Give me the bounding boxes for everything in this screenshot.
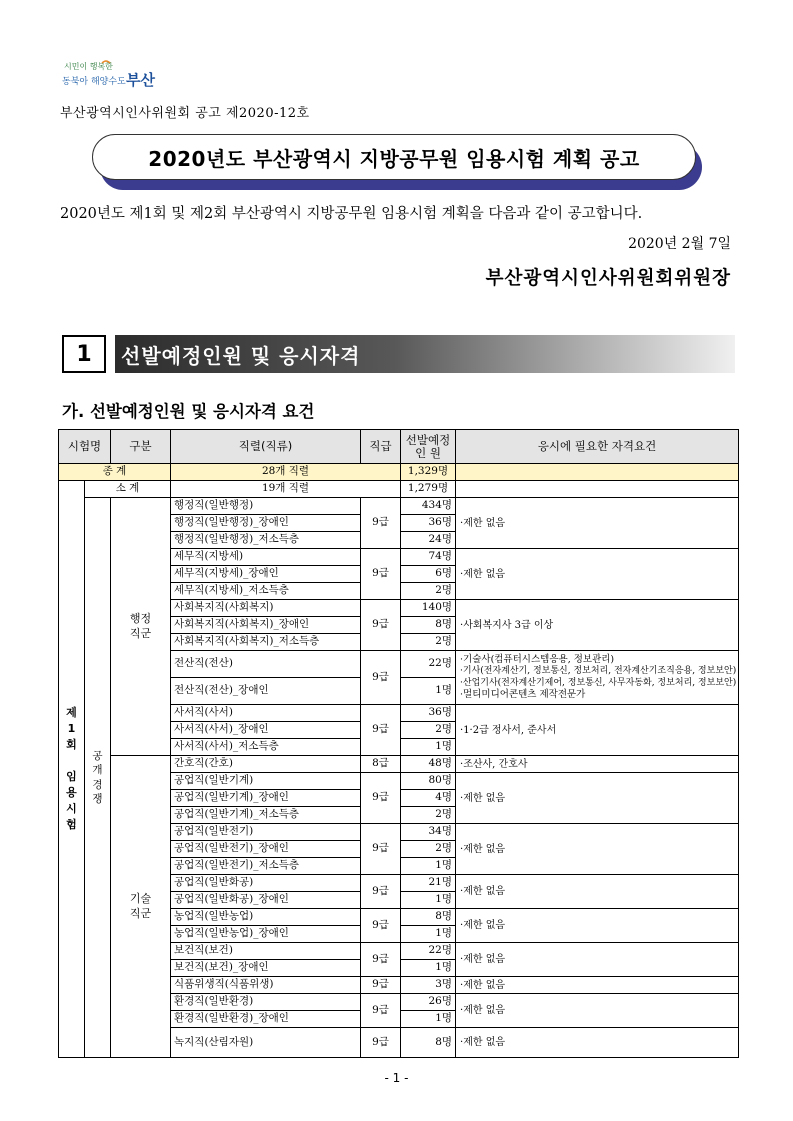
count-cell: 21명 (401, 875, 456, 892)
tech-group-label: 기술 직군 (111, 756, 171, 1058)
header-count-l2: 인 원 (415, 445, 441, 460)
subtotal-label: 소 계 (85, 481, 171, 498)
job-cell: 공업직(일반전기)_저소득층 (171, 858, 361, 875)
job-cell: 환경직(일반환경)_장애인 (171, 1011, 361, 1028)
count-cell: 1명 (401, 926, 456, 943)
header-exam: 시험명 (59, 430, 111, 464)
job-cell: 식품위생직(식품위생) (171, 977, 361, 994)
req-it-1: ·기술사(컴퓨터시스템응용, 정보관리) (460, 654, 615, 666)
count-cell: 1명 (401, 858, 456, 875)
count-cell: 1명 (401, 739, 456, 756)
grade-cell: 9급 (361, 875, 401, 909)
count-cell: 48명 (401, 756, 456, 773)
header-count (401, 430, 456, 464)
grade-cell: 9급 (361, 705, 401, 756)
grade-cell: 9급 (361, 498, 401, 549)
count-cell: 34명 (401, 824, 456, 841)
job-cell: 공업직(일반기계)_저소득층 (171, 807, 361, 824)
subtotal-row (59, 481, 739, 498)
subtotal-job: 19개 직렬 (171, 481, 401, 498)
exam-label: 제 1 회 임 용 시 험 (59, 481, 85, 1058)
intro-text: 2020년도 제1회 및 제2회 부산광역시 지방공무원 임용시험 계획을 다음과 같이 공고합니다. (60, 206, 643, 222)
signer: 부산광역시인사위원회위원장 (485, 268, 731, 289)
table-row (59, 756, 739, 773)
job-cell: 보건직(보건)_장애인 (171, 960, 361, 977)
grade-cell: 9급 (361, 1028, 401, 1058)
page-title: 2020년도 부산광역시 지방공무원 임용시험 계획 공고 (92, 134, 696, 180)
total-req (456, 464, 739, 481)
count-cell: 26명 (401, 994, 456, 1011)
total-count: 1,329명 (401, 464, 456, 481)
req-it-2: ·기사(전자계산기, 정보통신, 정보처리, 전자계산기조직응용, 정보보안) (460, 666, 737, 677)
job-cell: 행정직(일반행정)_장애인 (171, 515, 361, 532)
count-cell: 1명 (401, 960, 456, 977)
grade-cell: 9급 (361, 943, 401, 977)
count-cell: 74명 (401, 549, 456, 566)
job-cell: 공업직(일반기계) (171, 773, 361, 790)
req-cell: ·제한 없음 (456, 1028, 739, 1058)
subtotal-count: 1,279명 (401, 481, 456, 498)
count-cell: 36명 (401, 515, 456, 532)
job-cell: 사회복지직(사회복지)_저소득층 (171, 634, 361, 651)
recruitment-table (58, 429, 739, 1058)
section-number: 1 (62, 335, 106, 373)
grade-cell: 9급 (361, 824, 401, 875)
count-cell: 2명 (401, 841, 456, 858)
subtotal-req (456, 481, 739, 498)
count-cell: 22명 (401, 943, 456, 960)
header-grade: 직급 (361, 430, 401, 464)
open-competition-label: 공 개 경 쟁 (85, 498, 111, 1058)
job-cell: 공업직(일반전기)_장애인 (171, 841, 361, 858)
header-job: 직렬(직류) (171, 430, 361, 464)
req-cell: ·조산사, 간호사 (456, 756, 739, 773)
job-cell: 환경직(일반환경) (171, 994, 361, 1011)
job-cell: 세무직(지방세) (171, 549, 361, 566)
job-cell: 공업직(일반화공) (171, 875, 361, 892)
job-cell: 간호직(간호) (171, 756, 361, 773)
count-cell: 434명 (401, 498, 456, 515)
header-req: 응시에 필요한 자격요건 (456, 430, 739, 464)
job-cell: 사서직(사서) (171, 705, 361, 722)
count-cell: 8명 (401, 909, 456, 926)
job-cell: 세무직(지방세)_장애인 (171, 566, 361, 583)
req-cell: ·제한 없음 (456, 773, 739, 824)
count-cell: 8명 (401, 617, 456, 634)
count-cell: 22명 (401, 651, 456, 678)
grade-cell: 9급 (361, 977, 401, 994)
job-cell: 사서직(사서)_장애인 (171, 722, 361, 739)
job-cell: 농업직(일반농업)_장애인 (171, 926, 361, 943)
admin-group-label: 행정 직군 (111, 498, 171, 756)
grade-cell: 9급 (361, 651, 401, 705)
logo-slogan-1: 시민이 행복한 (64, 62, 113, 71)
section-title: 선발예정인원 및 응시자격 (115, 335, 735, 373)
count-cell: 140명 (401, 600, 456, 617)
count-cell: 2명 (401, 722, 456, 739)
count-cell: 8명 (401, 1028, 456, 1058)
count-cell: 1명 (401, 892, 456, 909)
job-cell: 사회복지직(사회복지) (171, 600, 361, 617)
req-cell: ·제한 없음 (456, 549, 739, 600)
subheading: 가. 선발예정인원 및 응시자격 요건 (62, 402, 315, 421)
job-cell: 녹지직(산림자원) (171, 1028, 361, 1058)
notice-number: 부산광역시인사위원회 공고 제2020-12호 (60, 106, 310, 121)
job-cell: 보건직(보건) (171, 943, 361, 960)
req-cell: ·사회복지사 3급 이상 (456, 600, 739, 651)
logo-slogan-2: 동북아 해양수도 (62, 77, 126, 87)
header-count-l1: 선발예정 (405, 433, 451, 448)
notice-date: 2020년 2월 7일 (628, 236, 731, 252)
job-cell: 공업직(일반화공)_장애인 (171, 892, 361, 909)
job-cell: 행정직(일반행정)_저소득층 (171, 532, 361, 549)
req-cell: ·제한 없음 (456, 875, 739, 909)
req-it-4: ·멀티미디어콘텐츠 제작전문가 (460, 688, 586, 700)
count-cell: 6명 (401, 566, 456, 583)
req-cell-it (456, 651, 739, 705)
count-cell: 2명 (401, 634, 456, 651)
req-it-3: ·산업기사(전자계산기제어, 정보통신, 사무자동화, 정보처리, 정보보안) (460, 677, 737, 688)
req-cell: ·제한 없음 (456, 994, 739, 1028)
job-cell: 공업직(일반기계)_장애인 (171, 790, 361, 807)
job-cell: 세무직(지방세)_저소득층 (171, 583, 361, 600)
req-cell: ·1·2급 정사서, 준사서 (456, 705, 739, 756)
req-cell: ·제한 없음 (456, 943, 739, 977)
count-cell: 1명 (401, 678, 456, 705)
req-cell: ·제한 없음 (456, 498, 739, 549)
count-cell: 1명 (401, 1011, 456, 1028)
page-number: - 1 - (384, 1071, 409, 1085)
recruitment-table-wrap (58, 429, 739, 1058)
grade-cell: 8급 (361, 756, 401, 773)
job-cell: 사서직(사서)_저소득층 (171, 739, 361, 756)
count-cell: 4명 (401, 790, 456, 807)
req-cell: ·제한 없음 (456, 909, 739, 943)
count-cell: 36명 (401, 705, 456, 722)
total-row (59, 464, 739, 481)
job-cell: 행정직(일반행정) (171, 498, 361, 515)
req-cell: ·제한 없음 (456, 824, 739, 875)
count-cell: 3명 (401, 977, 456, 994)
job-cell: 농업직(일반농업) (171, 909, 361, 926)
busan-logo (62, 58, 162, 92)
grade-cell: 9급 (361, 773, 401, 824)
count-cell: 80명 (401, 773, 456, 790)
job-cell: 전산직(전산)_장애인 (171, 678, 361, 705)
total-label: 종 계 (59, 464, 171, 481)
header-type: 구분 (111, 430, 171, 464)
job-cell: 사회복지직(사회복지)_장애인 (171, 617, 361, 634)
table-row (59, 498, 739, 515)
count-cell: 2명 (401, 807, 456, 824)
total-job: 28개 직렬 (171, 464, 401, 481)
job-cell: 공업직(일반전기) (171, 824, 361, 841)
count-cell: 2명 (401, 583, 456, 600)
grade-cell: 9급 (361, 549, 401, 600)
grade-cell: 9급 (361, 600, 401, 651)
table-header-row (59, 430, 739, 464)
grade-cell: 9급 (361, 994, 401, 1028)
logo-brand: 부산 (126, 71, 155, 89)
count-cell: 24명 (401, 532, 456, 549)
job-cell: 전산직(전산) (171, 651, 361, 678)
req-cell: ·제한 없음 (456, 977, 739, 994)
grade-cell: 9급 (361, 909, 401, 943)
